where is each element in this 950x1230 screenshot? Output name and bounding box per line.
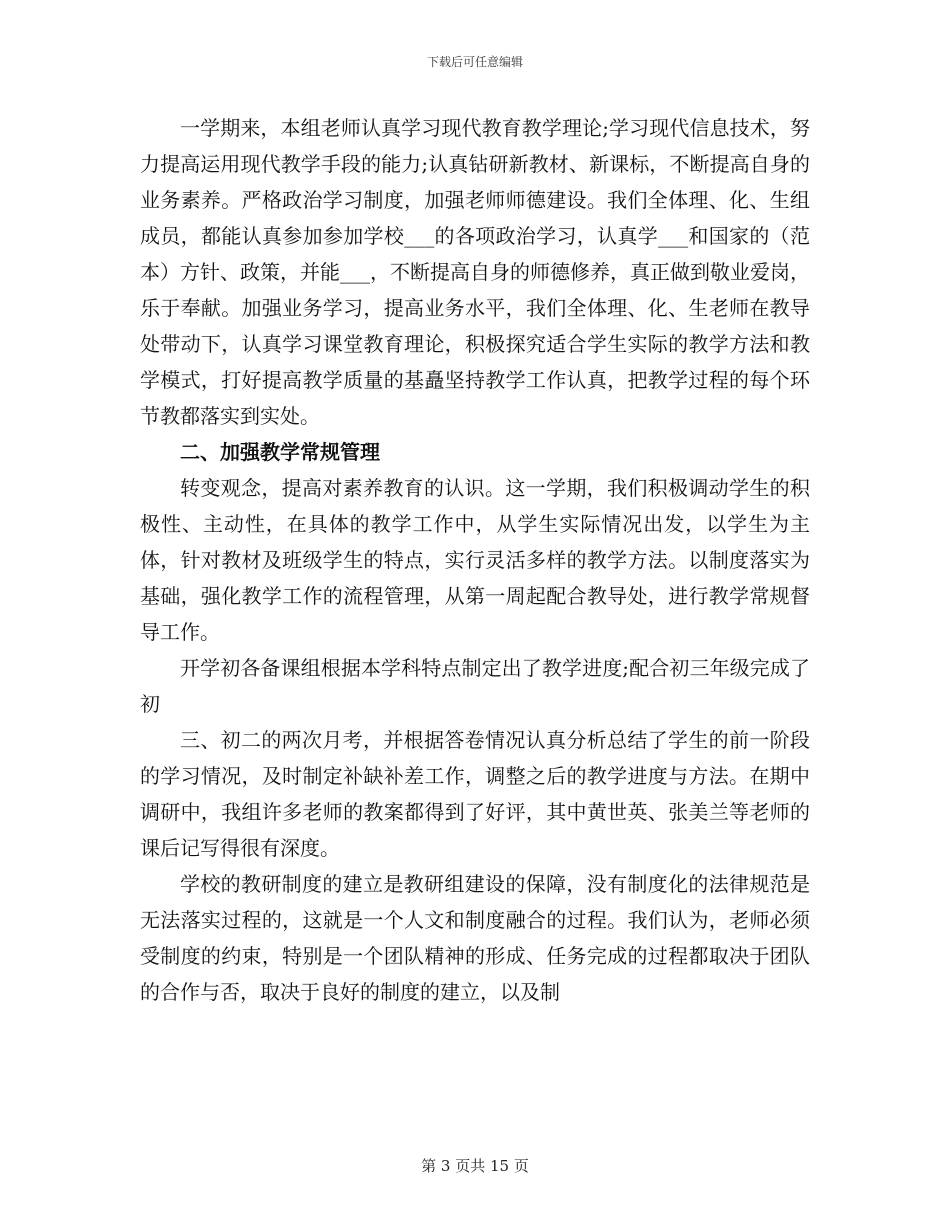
- paragraph-concept-change: 转变观念，提高对素养教育的认识。这一学期，我们积极调动学生的积极性、主动性，在具体的教学工作中，从学生实际情况出发，以学生为主体，针对教材及班级学生的特点，实行灵活多样的教学方法。以制度落实为基础，强化教学工作的流程管理，从第一周起配合教导处，进行教学常规督导工作。: [140, 476, 810, 644]
- paragraph-study: 一学期来，本组老师认真学习现代教育教学理论;学习现代信息技术，努力提高运用现代教学手段的能力;认真钻研新教材、新课标，不断提高自身的业务素养。严格政治学习制度，加强老师师德建设。我们全体理、化、生组成员，都能认真参加参加学校___的各项政治学习，认真学___和国家的（范本）方针、政策，并能___，不断提高自身的师德修养，真正做到敬业爱岗，乐于奉献。加强业务学习，提高业务水平，我们全体理、化、生老师在教导处带动下，认真学习课堂教育理论，积极探究适合学生实际的教学方法和教学模式，打好提高教学质量的基矗坚持教学工作认真，把教学过程的每个环节教都落实到实处。: [140, 116, 810, 428]
- paragraph-research-system: 学校的教研制度的建立是教研组建设的保障，没有制度化的法律规范是无法落实过程的，这就是一个人文和制度融合的过程。我们认为，老师必须受制度的约束，特别是一个团队精神的形成、任务完成的过程都取决于团队的合作与否，取决于良好的制度的建立，以及制: [140, 872, 810, 1004]
- section-heading-teaching-management: 二、加强教学常规管理: [180, 440, 380, 464]
- page-header: 下载后可任意编辑: [426, 55, 523, 69]
- page-number: 第 3 页共 15 页: [421, 1157, 529, 1175]
- paragraph-monthly-exams: 三、初二的两次月考，并根据答卷情况认真分析总结了学生的前一阶段的学习情况，及时制定补缺补差工作，调整之后的教学进度与方法。在期中调研中，我组许多老师的教案都得到了好评，其中黄世英、张美兰等老师的课后记写得很有深度。: [140, 728, 810, 860]
- document-body: [140, 110, 810, 1010]
- paragraph-schedule: 开学初各备课组根据本学科特点制定出了教学进度;配合初三年级完成了初: [140, 656, 810, 716]
